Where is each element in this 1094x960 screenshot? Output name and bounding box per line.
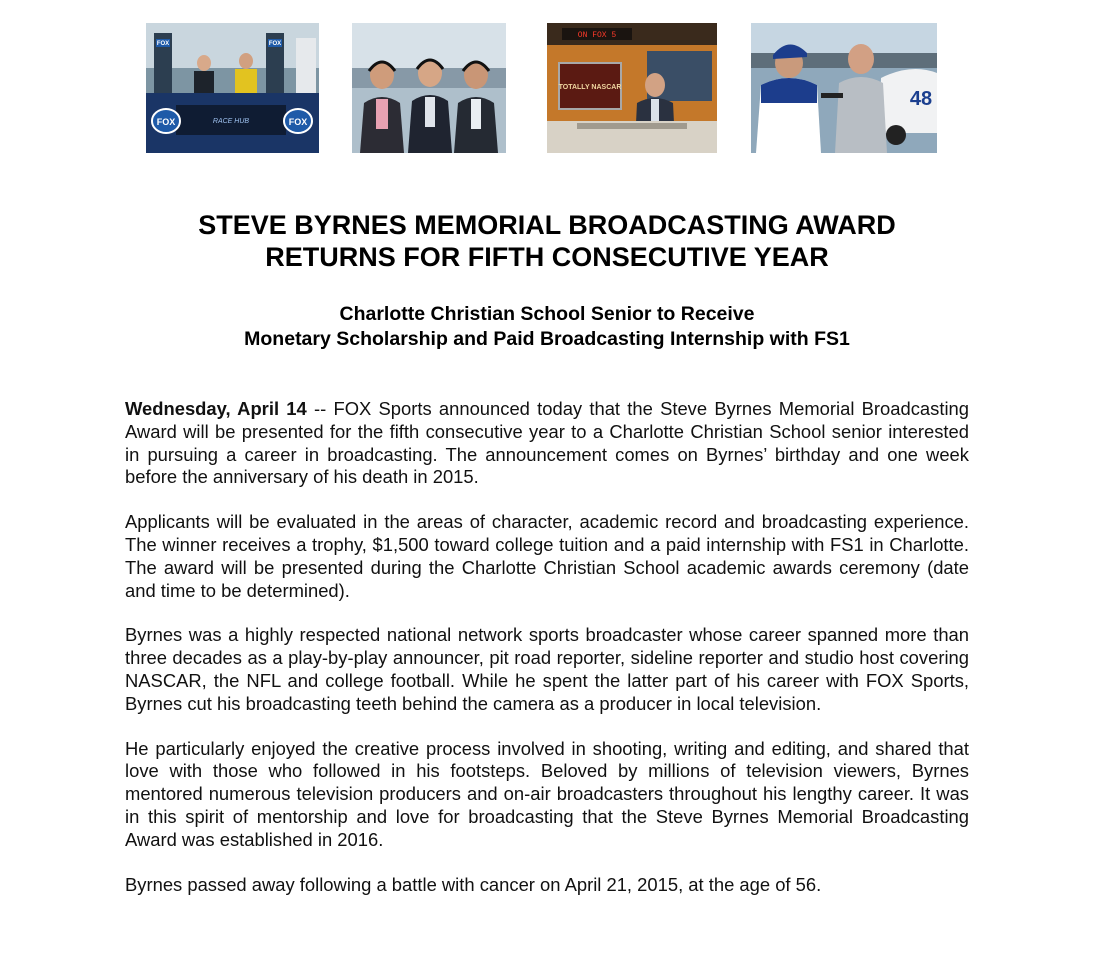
paragraph-2: Applicants will be evaluated in the areas of character, academic record and broadcasting experience. The winner receives a trophy, $1,500 toward college tuition and a paid internship with FS1 in Charlotte. The award will be presented during the Charlotte Christian School academic awards ceremony (date and time to be determined). [125,511,969,601]
fox-sign-right: FOX [268,41,282,47]
car-number: 48 [909,88,933,110]
on-fox-5-sign: ON FOX 5 [577,31,617,40]
news-studio-photo [547,23,717,153]
pit-road-interview-photo [751,23,937,153]
fox-sign-left: FOX [156,41,170,47]
broadcast-booth-photo [352,23,506,153]
paragraph-4: He particularly enjoyed the creative process involved in shooting, writing and editing, and shared that love with those who followed in his footsteps. Beloved by millions of television viewers, Byrnes mentored numerous television producers and on-air broadcasters throughout his lengthy career. It was in this spirit of mentorship and love for broadcasting that the Steve Byrnes Memorial Broadcasting Award was established in 2016. [125,737,969,850]
paragraph-5: Byrnes passed away following a battle with cancer on April 21, 2015, at the age of 56. [125,873,822,895]
dateline: Wednesday, April 14 [125,398,307,419]
fox-logo-left: FOX [156,117,176,127]
totally-nascar-screen: TOTALLY NASCAR [558,84,622,91]
press-release-body [125,398,969,918]
subheadline-line-2: Monetary Scholarship and Paid Broadcasting Internship with FS1 [244,328,850,350]
headline [0,209,1094,273]
race-hub-desk-label: RACE HUB [212,118,250,125]
paragraph-1-text: -- FOX Sports announced today that the Steve Byrnes Memorial Broadcasting Award will be presented for the fifth consecutive year to a Charlotte Christian School senior interested in pursuing a career in broadcasting. The announcement comes on Byrnes’ birthday and one week before the anniversary of his death in 2015. [125,398,969,488]
paragraph-3: Byrnes was a highly respected national network sports broadcaster whose career spanned more than three decades as a play-by-play announcer, pit road reporter, sideline reporter and studio host covering NASCAR, the NFL and college football. While he spent the latter part of his career with FOX Sports, Byrnes cut his broadcasting teeth behind the camera as a producer in local television. [125,624,969,714]
headline-line-2: RETURNS FOR FIFTH CONSECUTIVE YEAR [265,242,829,272]
fox-logo-right: FOX [288,117,308,127]
headline-line-1: STEVE BYRNES MEMORIAL BROADCASTING AWARD [198,210,896,240]
fox-studio-photo [146,23,319,153]
subheadline-line-1: Charlotte Christian School Senior to Receive [339,303,755,325]
subheadline [0,302,1094,352]
paragraph-1 [125,398,969,489]
